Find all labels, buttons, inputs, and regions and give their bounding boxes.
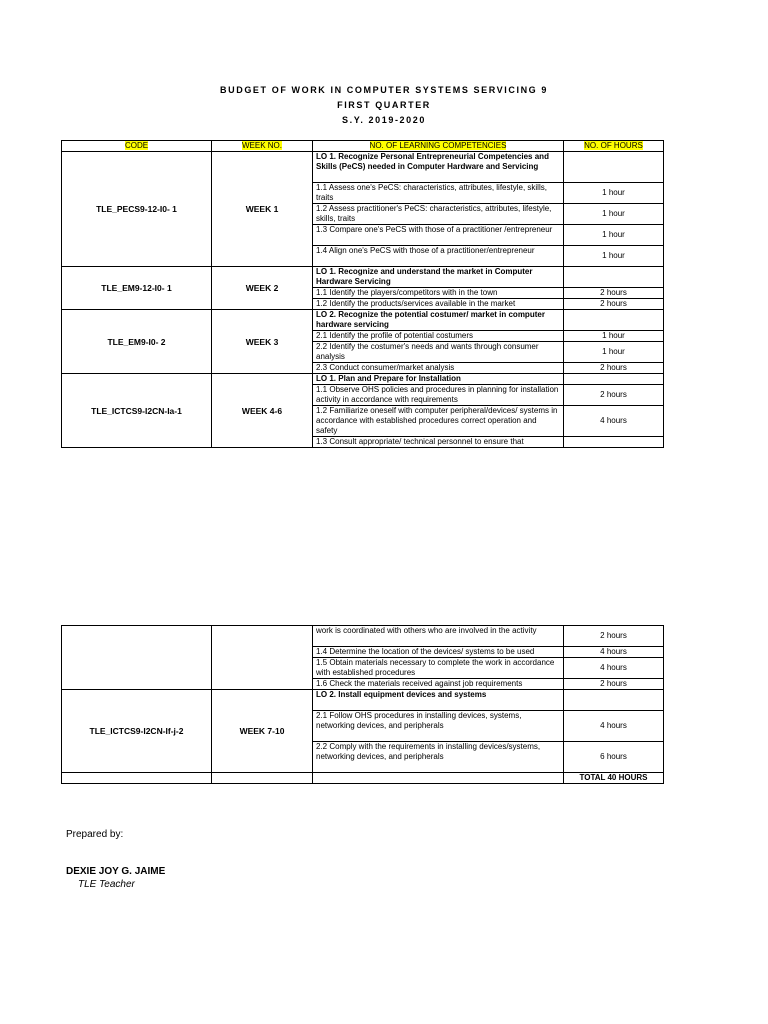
competency-cell: 2.2 Comply with the requirements in installing devices/systems, networking devices, and peripherals — [313, 742, 564, 773]
hours-cell: 1 hour — [564, 331, 664, 342]
competency-cell: 1.1 Observe OHS policies and procedures in planning for installation activity in accordance with requirements — [313, 385, 564, 406]
hours-cell: 4 hours — [564, 711, 664, 742]
competency-cell: 1.3 Compare one's PeCS with those of a practitioner /entrepreneur — [313, 225, 564, 246]
competency-cell: 2.3 Conduct consumer/market analysis — [313, 363, 564, 374]
hours-cell: 6 hours — [564, 742, 664, 773]
table1-body — [62, 152, 664, 448]
competency-cell: 1.2 Assess practitioner's PeCS: characteristics, attributes, lifestyle, skills, traits — [313, 204, 564, 225]
week-cell — [212, 626, 313, 690]
table2-body — [62, 626, 664, 784]
competency-cell: LO 2. Recognize the potential costumer/ market in computer hardware servicing — [313, 310, 564, 331]
school-year-label: S.Y. 2019-2020 — [342, 115, 426, 125]
hours-cell — [564, 152, 664, 183]
table-row — [62, 374, 664, 385]
empty-cell — [62, 773, 212, 784]
hours-cell — [564, 267, 664, 288]
hours-cell — [564, 310, 664, 331]
competency-cell: 1.1 Identify the players/competitors with in the town — [313, 288, 564, 299]
competency-cell: 1.5 Obtain materials necessary to complete the work in accordance with established procedures — [313, 658, 564, 679]
teacher-role: TLE Teacher — [78, 879, 135, 890]
empty-cell — [212, 773, 313, 784]
hours-cell: 2 hours — [564, 288, 664, 299]
table-row — [62, 267, 664, 288]
competency-cell: LO 2. Install equipment devices and systems — [313, 690, 564, 711]
total-hours-cell: TOTAL 40 HOURS — [564, 773, 664, 784]
header-code: CODE — [62, 141, 212, 152]
document-title: BUDGET OF WORK IN COMPUTER SYSTEMS SERVICING 9 — [220, 85, 548, 95]
hours-cell: 1 hour — [564, 183, 664, 204]
hours-cell: 2 hours — [564, 363, 664, 374]
competency-cell: 1.4 Determine the location of the devices/ systems to be used — [313, 647, 564, 658]
competency-cell: LO 1. Recognize and understand the market in Computer Hardware Servicing — [313, 267, 564, 288]
hours-cell — [564, 690, 664, 711]
header-competencies: NO. OF LEARNING COMPETENCIES — [313, 141, 564, 152]
week-cell: WEEK 4-6 — [212, 374, 313, 448]
hours-cell: 4 hours — [564, 647, 664, 658]
header-hours: NO. OF HOURS — [564, 141, 664, 152]
competency-cell: 2.1 Follow OHS procedures in installing devices, systems, networking devices, and peripherals — [313, 711, 564, 742]
budget-table-page1 — [61, 140, 664, 448]
competency-cell: 1.4 Align one's PeCS with those of a practitioner/entrepreneur — [313, 246, 564, 267]
table-row — [62, 310, 664, 331]
competency-cell: 1.3 Consult appropriate/ technical personnel to ensure that — [313, 437, 564, 448]
hours-cell: 1 hour — [564, 342, 664, 363]
total-row — [62, 773, 664, 784]
hours-cell: 4 hours — [564, 406, 664, 437]
competency-cell: 1.6 Check the materials received against job requirements — [313, 679, 564, 690]
hours-cell — [564, 374, 664, 385]
competency-cell: 1.2 Familiarize oneself with computer peripheral/devices/ systems in accordance with established procedures correct operation and safety — [313, 406, 564, 437]
hours-cell: 2 hours — [564, 626, 664, 647]
code-cell: TLE_EM9-12-I0- 1 — [62, 267, 212, 310]
code-cell — [62, 626, 212, 690]
competency-cell: 1.1 Assess one's PeCS: characteristics, attributes, lifestyle, skills, traits — [313, 183, 564, 204]
competency-cell: LO 1. Plan and Prepare for Installation — [313, 374, 564, 385]
competency-cell: 2.1 Identify the profile of potential costumers — [313, 331, 564, 342]
week-cell: WEEK 2 — [212, 267, 313, 310]
competency-cell: work is coordinated with others who are involved in the activity — [313, 626, 564, 647]
hours-cell: 2 hours — [564, 299, 664, 310]
code-cell: TLE_ICTCS9-I2CN-Ia-1 — [62, 374, 212, 448]
prepared-by-label: Prepared by: — [66, 829, 124, 840]
code-cell: TLE_ICTCS9-I2CN-If-j-2 — [62, 690, 212, 773]
competency-cell: 2.2 Identify the costumer's needs and wants through consumer analysis — [313, 342, 564, 363]
hours-cell: 1 hour — [564, 246, 664, 267]
table-row — [62, 690, 664, 711]
week-cell: WEEK 3 — [212, 310, 313, 374]
week-cell: WEEK 7-10 — [212, 690, 313, 773]
competency-cell: 1.2 Identify the products/services available in the market — [313, 299, 564, 310]
hours-cell: 4 hours — [564, 658, 664, 679]
week-cell: WEEK 1 — [212, 152, 313, 267]
quarter-label: FIRST QUARTER — [337, 100, 431, 110]
code-cell: TLE_EM9-I0- 2 — [62, 310, 212, 374]
header-row — [62, 141, 664, 152]
hours-cell — [564, 437, 664, 448]
budget-table-page2 — [61, 625, 664, 784]
hours-cell: 2 hours — [564, 679, 664, 690]
teacher-name: DEXIE JOY G. JAIME — [66, 866, 166, 877]
table-row — [62, 152, 664, 183]
hours-cell: 1 hour — [564, 225, 664, 246]
table-row — [62, 626, 664, 647]
header-week: WEEK NO. — [212, 141, 313, 152]
code-cell: TLE_PECS9-12-I0- 1 — [62, 152, 212, 267]
hours-cell: 1 hour — [564, 204, 664, 225]
competency-cell: LO 1. Recognize Personal Entrepreneurial Competencies and Skills (PeCS) needed in Computer Hardware and Servicing — [313, 152, 564, 183]
hours-cell: 2 hours — [564, 385, 664, 406]
empty-cell — [313, 773, 564, 784]
